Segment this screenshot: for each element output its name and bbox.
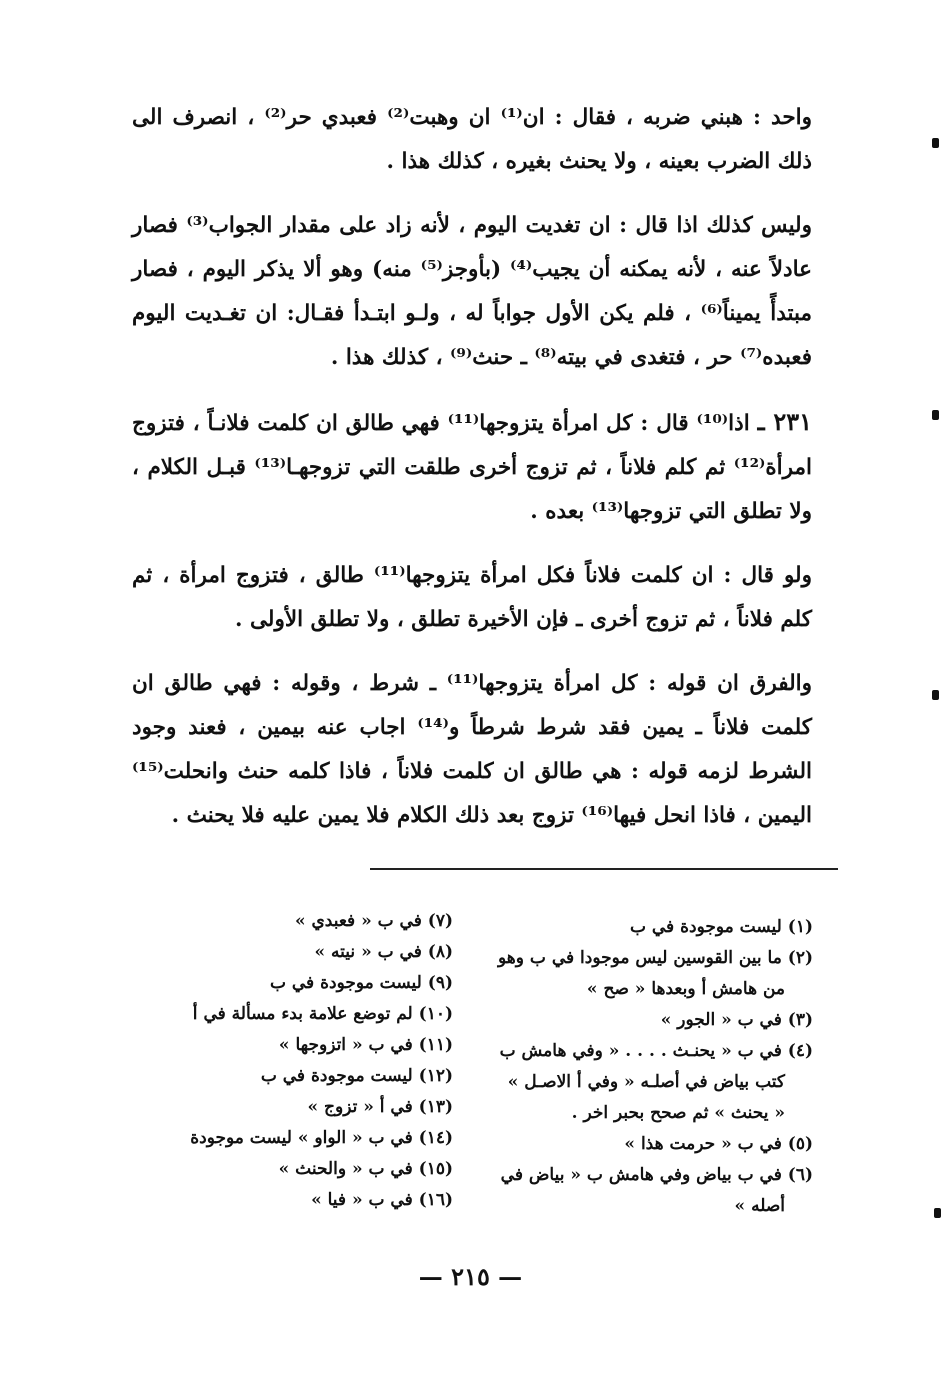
paragraph-4: ولو قال : ان كلمت فلاناً فكل امرأة يتزوجها⁽¹¹⁾ طالق ، فتزوج امرأة ، ثم كلم فلاناً ، ثم تزوج أخرى ـ فإن الأخيرة تطلق ، ولا تطلق الأولى . bbox=[132, 563, 812, 632]
footnote: (٣) في ب « الجور » bbox=[660, 1010, 813, 1030]
paragraph-5: والفرق ان قوله : كل امرأة يتزوجها⁽¹¹⁾ ـ شرط ، وقوله : فهي طالق ان كلمت فلاناً ـ يمين فقد شرط شرطاً و⁽¹⁴⁾ اجاب عنه بيمين ، فعند وجود الشرط لزمه قوله : هي طالق ان كلمت فلاناً ، فاذا كلمه حنث وانحلت⁽¹⁵⁾ اليمين ، فاذا انحل فيها⁽¹⁶⁾ تزوج بعد ذلك الكلام فلا يمين عليه فلا يحنث . bbox=[132, 671, 812, 828]
footnotes-left-column bbox=[153, 906, 453, 1216]
footnote-continuation: من هامش أ وبعدها « صح » bbox=[586, 979, 785, 999]
paragraph-3-text: اذا⁽¹⁰⁾ قال : كل امرأة يتزوجها⁽¹¹⁾ فهي طالق ان كلمت فلانـاً ، فتزوج امرأة⁽¹²⁾ ثم كلم فلاناً ، ثم تزوج أخرى طلقت التي تزوجهـا⁽¹³⁾ قبـل الكلام ، ولا تطلق التي تزوجها⁽¹³⁾ بعده . bbox=[132, 411, 813, 524]
footnote: (١٥) في ب « والحنث » bbox=[278, 1159, 453, 1179]
scan-edge-mark bbox=[934, 1208, 941, 1218]
footnote: (١٣) في أ « تزوج » bbox=[307, 1097, 453, 1117]
footnote-continuation: أصله » bbox=[734, 1196, 785, 1216]
scan-edge-mark bbox=[932, 690, 939, 700]
footnote: (٤) في ب « يحنـث . . . . « وفي هامش ب bbox=[499, 1041, 813, 1061]
paragraph-2: وليس كذلك اذا قال : ان تغديت اليوم ، لأنه زاد على مقدار الجواب⁽³⁾ فصار عادلاً عنه ، لأنه يمكنه أن يجيب⁽⁴⁾ (بأوجز⁽⁵⁾ منه) وهو ألا يذكر اليوم ، فصار مبتدأً يميناً⁽⁶⁾ ، فلم يكن الأول جواباً له ، ولـو ابتـدأ فقـال: ان تغـديت اليوم فعبده⁽⁷⁾ حر ، فتغدى في بيته⁽⁸⁾ ـ حنث⁽⁹⁾ ، كذلك هذا . bbox=[132, 213, 812, 370]
footnote: (١٠) لم توضع علامة بدء مسألة في أ bbox=[192, 1004, 453, 1024]
footnotes-right-column bbox=[483, 912, 813, 1222]
scan-edge-mark bbox=[932, 138, 939, 148]
footnote-divider bbox=[370, 868, 838, 870]
page-number: — ٢١٥ — bbox=[418, 1262, 523, 1291]
issue-number: ٢٣١ ـ bbox=[757, 407, 812, 436]
footnote: (١٦) في ب « فيا » bbox=[311, 1190, 453, 1210]
footnote: (٦) في ب بياض وفي هامش ب « بياض في bbox=[500, 1165, 813, 1185]
footnote: (٨) في ب « نيته » bbox=[314, 942, 453, 962]
main-text bbox=[132, 96, 812, 858]
footnote: (٢) ما بين القوسين ليس موجودا في ب وهو bbox=[498, 948, 813, 968]
footnote-continuation: كتب بياض في أصلـه « وفي أ الاصـل » bbox=[507, 1072, 785, 1092]
footnote: (١٢) ليست موجودة في ب bbox=[260, 1066, 453, 1086]
footnote: (٥) في ب « حرمت هذا » bbox=[624, 1134, 813, 1154]
footnote: (١) ليست موجودة في ب bbox=[629, 917, 813, 937]
footnote: (١٤) في ب « الواو » ليست موجودة bbox=[190, 1128, 453, 1148]
footnote: (١١) في ب « اتزوجها » bbox=[278, 1035, 453, 1055]
paragraph-3 bbox=[132, 400, 812, 534]
scan-edge-mark bbox=[932, 410, 939, 420]
footnote-continuation: « يحنث » ثم صحح بحبر اخر . bbox=[571, 1103, 785, 1123]
footnote: (٧) في ب « فعبدي » bbox=[294, 911, 453, 931]
footnote: (٩) ليست موجودة في ب bbox=[269, 973, 453, 993]
paragraph-1: واحد : هبني ضربه ، فقال : ان⁽¹⁾ ان وهبت⁽²⁾ فعبدي حر⁽²⁾ ، انصرف الى ذلك الضرب بعينه ، ولا يحنث بغيره ، كذلك هذا . bbox=[132, 105, 812, 174]
